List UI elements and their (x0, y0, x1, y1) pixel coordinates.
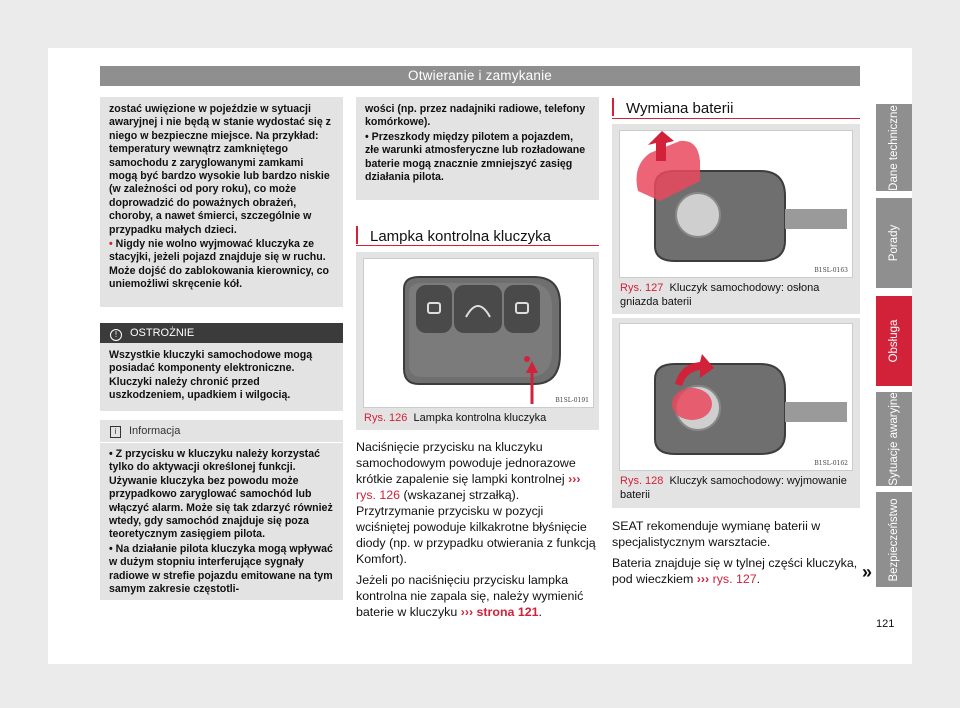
key-lamp-illustration (364, 259, 593, 407)
wymiana-para-2: Bateria znajduje się w tylnej części kluczyka, pod wieczkiem ››› rys. 127. (612, 556, 858, 586)
warning-text: zostać uwięzione w pojeździe w sytuacji awaryjnej i nie będą w stanie wydostać się z niego w bezpieczne miejsce. Na przykład: temperatury wewnątrz zamkniętego samochodu z zaryglowanymi zamkami mogą być bardzo wysokie lub bardzo niskie (w zależności od pory roku), co może doprowadzić do poważnych obrażeń, choroby, a nawet śmierci, szczególnie w przypadku małych dzieci. (109, 103, 331, 236)
tab-porady[interactable]: Porady (876, 198, 912, 288)
figure-127-code: B1SL-0163 (814, 267, 848, 274)
caution-title: ! OSTROŻNIE (100, 323, 343, 343)
figure-128-code: B1SL-0162 (814, 460, 848, 467)
continue-marker: » (862, 562, 873, 582)
warning-cont-text: wości (np. przez nadajniki radiowe, telefony komórkowe). (365, 103, 586, 129)
section-marker-2 (612, 98, 614, 116)
info-box (100, 420, 343, 600)
caution-box (100, 323, 343, 411)
figure-126-box (356, 252, 599, 430)
lampka-para-1: Naciśnięcie przycisku na kluczyku samochodowym powoduje jednorazowe krótkie zapalenie się lampki kontrolnej ››› rys. 126 (wskazanej strzałką). Przytrzymanie przycisku w pozycji wciśniętej powoduje kilkakrotne błyśnięcie diody (np. w przypadku otwierania z funkcją Komfort). (356, 440, 596, 566)
wymiana-para-1: SEAT rekomenduje wymianę baterii w specjalistycznym warsztacie. (612, 519, 821, 549)
page-header: Otwieranie i zamykanie (100, 66, 860, 86)
figure-127-image (619, 130, 853, 278)
lampka-body (356, 439, 599, 625)
caution-text: Wszystkie kluczyki samochodowe mogą posiadać komponenty elektroniczne. Kluczyki należy chronić przed uszkodzeniem, upadkiem i wilgocią. (109, 349, 313, 402)
section-title-lampka: Lampka kontrolna kluczyka (370, 228, 551, 245)
figure-126-caption: Rys. 126 Lampka kontrolna kluczyka (364, 412, 547, 424)
wymiana-body (612, 518, 860, 592)
key-battery-illustration (620, 324, 852, 470)
figure-128-image (619, 323, 853, 471)
tab-sytuacje-awaryjne[interactable]: Sytuacje awaryjne (876, 392, 912, 486)
warning-bullet: • Nigdy nie wolno wyjmować kluczyka ze stacyjki, jeżeli pojazd znajduje się w ruchu. Może dojść do zablokowania kierownicy, co uniemożliwi skręcenie kół. (109, 238, 329, 291)
exclamation-icon: ! (110, 329, 122, 341)
info-title: i Informacja (100, 420, 343, 443)
tab-obsluga[interactable]: Obsługa (876, 296, 912, 386)
page-number: 121 (876, 618, 895, 630)
figure-127-caption: Rys. 127 Kluczyk samochodowy: osłona gniazda baterii (620, 282, 820, 308)
tab-bezpieczenstwo[interactable]: Bezpieczeństwo (876, 492, 912, 587)
info-icon: i (110, 426, 121, 438)
link-rys-126[interactable]: rys. 126 (356, 488, 401, 502)
figure-code: B1SL-0191 (555, 397, 589, 404)
warning-box-end (356, 97, 599, 200)
section-rule (356, 245, 599, 246)
figure-128-caption: Rys. 128 Kluczyk samochodowy: wyjmowanie baterii (620, 475, 847, 501)
lampka-para-2: Jeżeli po naciśnięciu przycisku lampka kontrolna nie zapala się, należy wymienić baterie w kluczyku ››› strona 121. (356, 573, 584, 619)
info-bullet-1: • Z przycisku w kluczyku należy korzystać tylko do aktywacji określonej funkcji. Używanie kluczyka bez powodu może przypadkowo zaryglować samochód lub włączyć alarm. Może się tak zdarzyć również wtedy, gdy samochód znajduje się poza teoretycznym zasięgiem pilota. (109, 448, 333, 541)
section-rule-2 (612, 118, 860, 119)
tab-dane-techniczne[interactable]: Dane techniczne (876, 104, 912, 191)
warning-box-continued (100, 97, 343, 307)
key-cover-illustration (620, 131, 852, 277)
figure-127-box (612, 124, 860, 314)
figure-126-image (363, 258, 594, 408)
warning-cont-bullet: • Przeszkody między pilotem a pojazdem, złe warunki atmosferyczne lub rozładowane baterie mogą znacznie zmniejszyć zasięg działania pilota. (365, 130, 586, 184)
info-bullet-2: • Na działanie pilota kluczyka mogą wpływać w dużym stopniu interferujące sygnały radiowe w strefie pojazdu emitowane na tym samym zakresie częstotli- (109, 542, 333, 596)
section-title-wymiana: Wymiana baterii (626, 100, 734, 117)
link-strona-121[interactable]: strona 121 (476, 605, 539, 619)
link-rys-127[interactable]: rys. 127 (712, 572, 757, 586)
section-marker (356, 226, 358, 244)
figure-128-box (612, 318, 860, 508)
